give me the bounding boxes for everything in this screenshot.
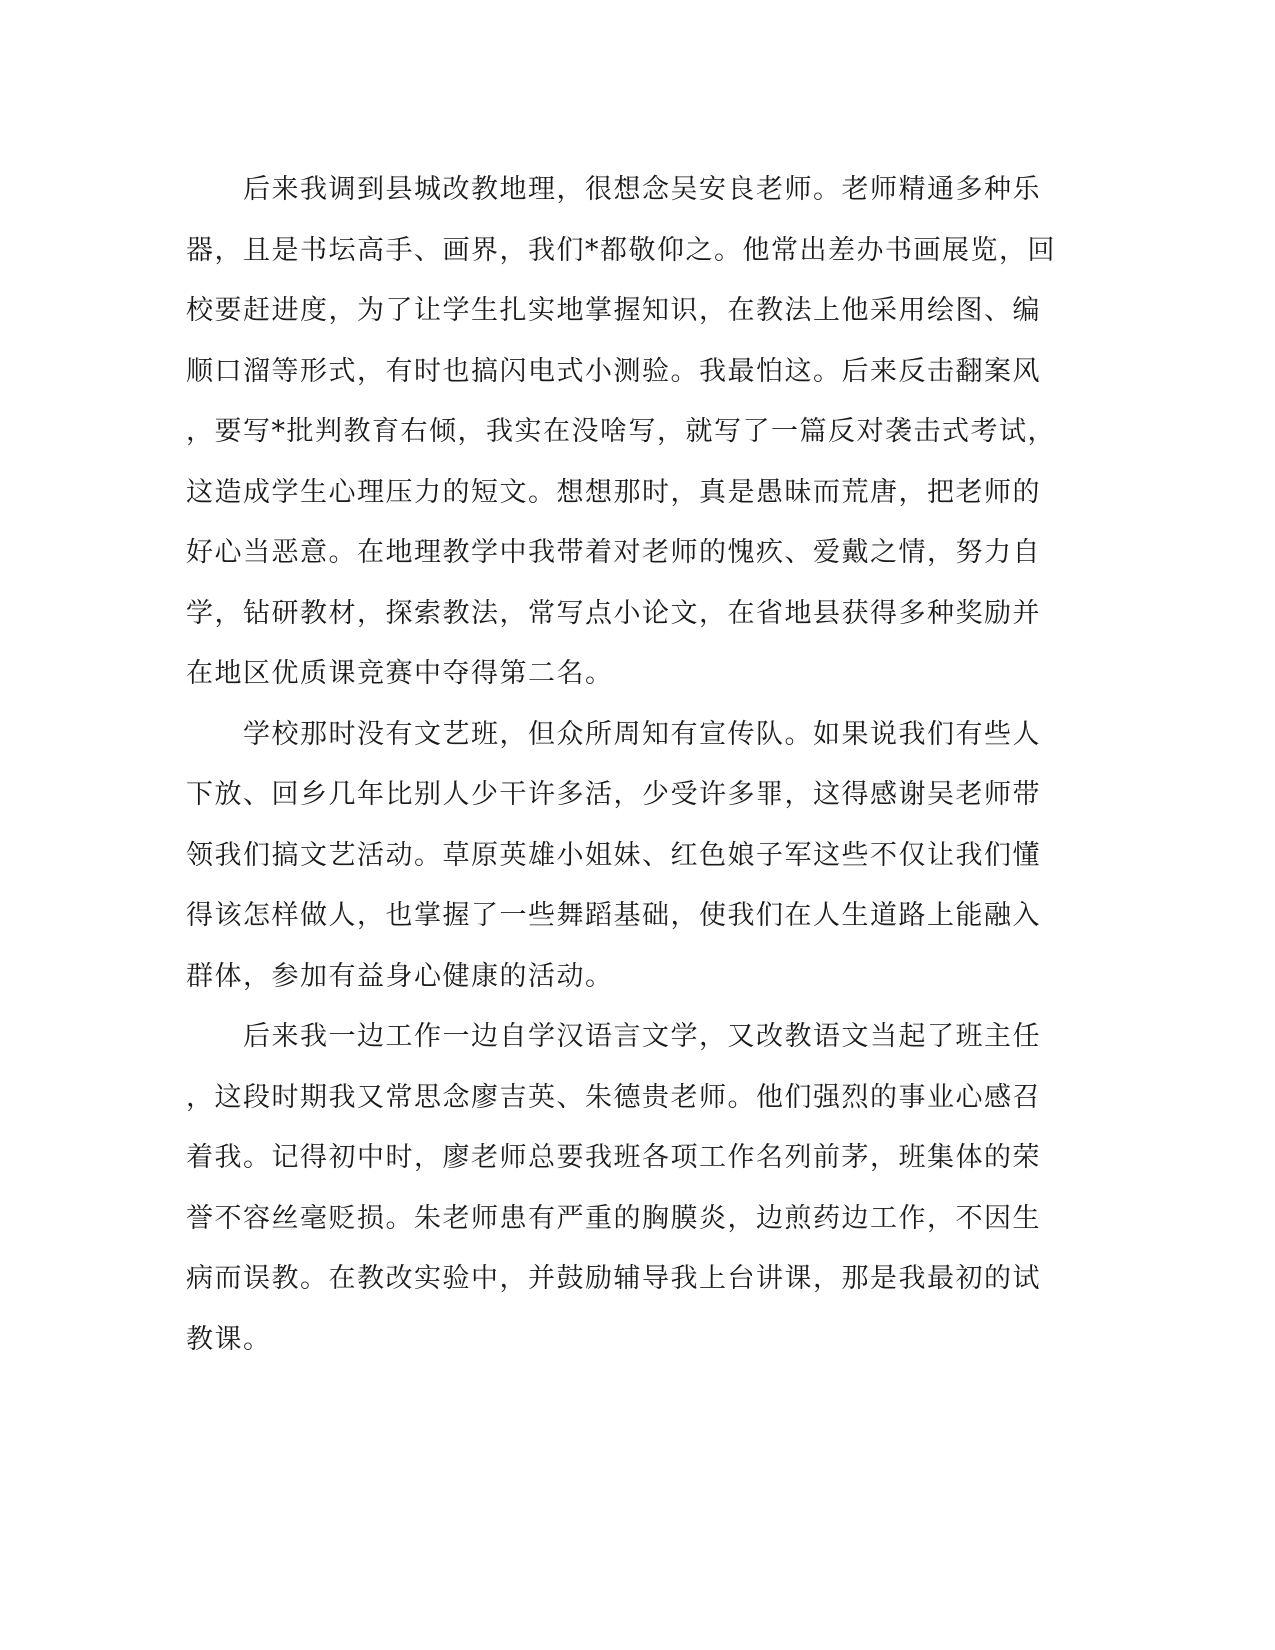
text-line: 群体，参加有益身心健康的活动。 bbox=[186, 960, 614, 992]
text-line: 后来我调到县城改教地理，很想念吴安良老师。老师精通多种乐 bbox=[186, 174, 1041, 205]
document-body bbox=[186, 160, 1056, 1370]
text-line: 下放、回乡几年比别人少干许多活，少受许多罪，这得感谢吴老师带 bbox=[186, 779, 1041, 810]
text-line: 校要赶进度，为了让学生扎实地掌握知识，在教法上他采用绘图、编 bbox=[186, 295, 1041, 326]
text-line: 病而误教。在教改实验中，并鼓励辅导我上台讲课，那是我最初的试 bbox=[186, 1263, 1041, 1294]
text-line: 好心当恶意。在地理教学中我带着对老师的愧疚、爱戴之情，努力自 bbox=[186, 537, 1041, 568]
text-line: ，这段时期我又常思念廖吉英、朱德贵老师。他们强烈的事业心感召 bbox=[186, 1081, 1041, 1113]
text-line: 誉不容丝毫贬损。朱老师患有严重的胸膜炎，边煎药边工作，不因生 bbox=[186, 1202, 1041, 1234]
text-line: 着我。记得初中时，廖老师总要我班各项工作名列前茅，班集体的荣 bbox=[186, 1142, 1041, 1173]
text-line: 顺口溜等形式，有时也搞闪电式小测验。我最怕这。后来反击翻案风 bbox=[186, 355, 1041, 387]
text-line: ，要写*批判教育右倾，我实在没啥写，就写了一篇反对袭击式考试， bbox=[186, 416, 1056, 447]
text-line: 学校那时没有文艺班，但众所周知有宣传队。如果说我们有些人 bbox=[186, 718, 1041, 750]
text-line: 这造成学生心理压力的短文。想想那时，真是愚昧而荒唐，把老师的 bbox=[186, 476, 1041, 508]
text-line: 教课。 bbox=[186, 1323, 272, 1355]
text-line: 在地区优质课竞赛中夺得第二名。 bbox=[186, 658, 614, 689]
text-line: 得该怎样做人，也掌握了一些舞蹈基础，使我们在人生道路上能融入 bbox=[186, 900, 1041, 931]
paragraph-1 bbox=[186, 160, 1056, 705]
text-line: 学，钻研教材，探索教法，常写点小论文，在省地县获得多种奖励并 bbox=[186, 597, 1041, 629]
paragraph-3 bbox=[186, 1007, 1046, 1370]
text-line: 领我们搞文艺活动。草原英雄小姐妹、红色娘子军这些不仅让我们懂 bbox=[186, 839, 1041, 871]
paragraph-2 bbox=[186, 705, 1046, 1008]
text-line: 器，且是书坛高手、画界，我们*都敬仰之。他常出差办书画展览，回 bbox=[186, 234, 1056, 266]
text-line: 后来我一边工作一边自学汉语言文学，又改教语文当起了班主任 bbox=[186, 1021, 1041, 1052]
